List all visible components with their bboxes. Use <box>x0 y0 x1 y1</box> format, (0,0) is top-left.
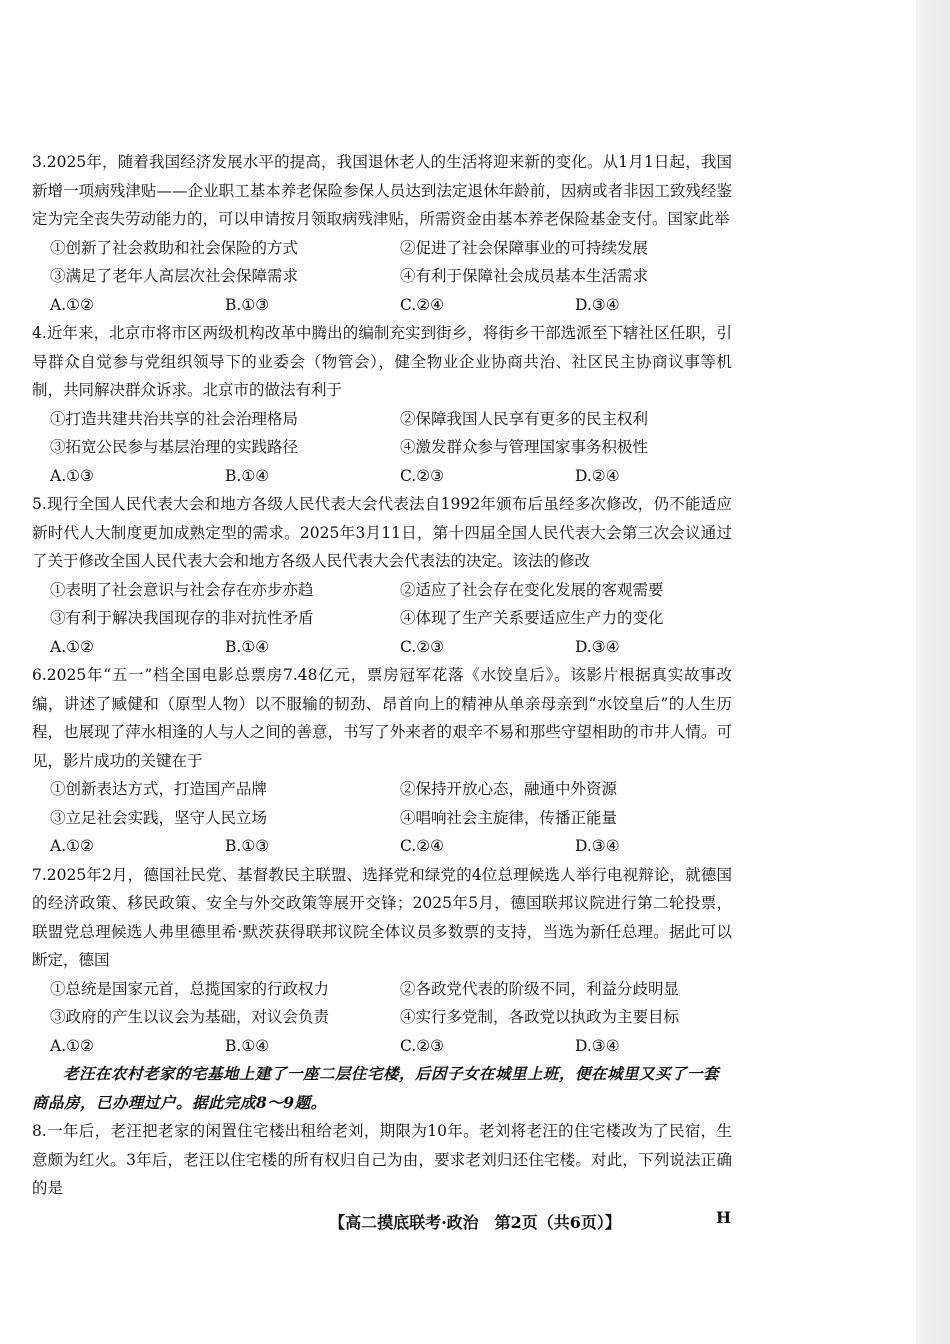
question-7 <box>32 861 732 1061</box>
answer-choice: D.③④ <box>575 1036 620 1055</box>
statement-option: ①创新了社会救助和社会保险的方式 <box>50 238 299 257</box>
answer-choice: C.②③ <box>400 1036 445 1055</box>
statement-option: ③拓宽公民参与基层治理的实践路径 <box>50 438 299 456</box>
statement-option: ②保持开放心态，融通中外资源 <box>400 780 618 798</box>
statement-option: ④唱响社会主旋律，传播正能量 <box>400 808 618 827</box>
statement-option: ③满足了老年人高层次社会保障需求 <box>50 267 299 285</box>
question-stem: 5.现行全国人民代表大会和地方各级人民代表大会代表法自1992年颁布后虽经多次修改，仍不能适应新时代人大制度更加成熟定型的需求。2025年3月11日，第十四届全国人民代表大会第三次会议通过了关于修改全国人民代表大会和地方各级人民代表大会代表法的决定。该法的修改 <box>32 495 732 570</box>
page-footer: 【高二摸底联考·政治 第2页（共6页）】 <box>329 1213 621 1232</box>
scan-edge-shadow <box>916 0 950 1344</box>
statement-options <box>32 576 732 633</box>
statement-option: ②各政党代表的阶级不同，利益分歧明显 <box>400 979 680 998</box>
question-stem: 7.2025年2月，德国社民党、基督教民主联盟、选择党和绿党的4位总理候选人举行电视辩论，就德国的经济政策、移民政策、安全与外交政策等展开交锋；2025年5月，德国联邦议院进行第二轮投票，联盟党总理候选人弗里德里希·默茨获得联邦议院全体议员多数票的支持，当选为新任总理。据此可以断定，德国 <box>32 865 732 969</box>
answer-choice: B.①④ <box>225 1036 270 1055</box>
answer-choices <box>32 832 732 861</box>
answer-choice: C.②③ <box>400 466 445 485</box>
exam-page <box>32 148 732 1203</box>
answer-choice: D.②④ <box>575 466 620 485</box>
question-3 <box>32 148 732 319</box>
statement-option: ①打造共建共治共享的社会治理格局 <box>50 409 299 428</box>
statement-option: ③有利于解决我国现存的非对抗性矛盾 <box>50 609 314 627</box>
answer-choice: A.①③ <box>50 466 94 485</box>
answer-choice: D.③④ <box>575 295 620 314</box>
question-4 <box>32 319 732 490</box>
answer-choice: A.①② <box>50 1036 94 1055</box>
answer-choice: D.③④ <box>575 637 620 656</box>
answer-choices <box>32 1032 732 1061</box>
statement-options <box>32 234 732 291</box>
question-stem: 8.一年后，老汪把老家的闲置住宅楼出租给老刘，期限为10年。老刘将老汪的住宅楼改为了民宿，生意颇为红火。3年后，老汪以住宅楼的所有权归自己为由，要求老刘归还住宅楼。对此，下列说法正确的是 <box>32 1122 732 1197</box>
answer-choice: C.②③ <box>400 637 445 656</box>
answer-choices <box>32 462 732 491</box>
statement-option: ②促进了社会保障事业的可持续发展 <box>400 238 649 257</box>
statement-option: ④有利于保障社会成员基本生活需求 <box>400 267 649 285</box>
statement-options <box>32 405 732 462</box>
statement-option: ①创新表达方式，打造国产品牌 <box>50 780 268 798</box>
statement-options <box>32 975 732 1032</box>
answer-choice: B.①③ <box>225 837 270 855</box>
statement-options <box>32 775 732 832</box>
statement-option: ④体现了生产关系要适应生产力的变化 <box>400 609 664 627</box>
question-stem: 6.2025年“五一”档全国电影总票房7.48亿元，票房冠军花落《水饺皇后》。该影片根据真实故事改编，讲述了臧健和（原型人物）以不服输的韧劲、昂首向上的精神从单亲母亲到“水饺皇后”的人生历程，也展现了萍水相逢的人与人之间的善意，书写了外来者的艰辛不易和那些守望相助的市井人情。可见，影片成功的关键在于 <box>32 666 732 770</box>
statement-option: ③立足社会实践，坚守人民立场 <box>50 808 268 827</box>
answer-choices <box>32 291 732 320</box>
answer-choice: B.①④ <box>225 466 270 485</box>
question-stem: 4.近年来，北京市将市区两级机构改革中腾出的编制充实到街乡，将街乡干部选派至下辖社区任职，引导群众自觉参与党组织领导下的业委会（物管会），健全物业企业协商共治、社区民主协商议事等机制，共同解决群众诉求。北京市的做法有利于 <box>32 324 732 399</box>
question-8 <box>32 1117 732 1203</box>
statement-option: ②适应了社会存在变化发展的客观需要 <box>400 580 664 599</box>
statement-option: ①总统是国家元首，总揽国家的行政权力 <box>50 979 330 998</box>
question-5 <box>32 490 732 661</box>
reading-material: 老汪在农村老家的宅基地上建了一座二层住宅楼，后因子女在城里上班，便在城里又买了一套商品房，已办理过户。据此完成8～9题。 <box>32 1064 720 1112</box>
answer-choice: C.②④ <box>400 295 445 314</box>
footer-code: H <box>716 1208 732 1227</box>
answer-choice: A.①② <box>50 295 94 314</box>
answer-choice: C.②④ <box>400 837 445 855</box>
statement-option: ④实行多党制，各政党以执政为主要目标 <box>400 1008 680 1026</box>
question-stem: 3.2025年，随着我国经济发展水平的提高，我国退休老人的生活将迎来新的变化。从1月1日起，我国新增一项病残津贴——企业职工基本养老保险参保人员达到法定退休年龄前，因病或者非因工致残经鉴定为完全丧失劳动能力的，可以申请按月领取病残津贴，所需资金由基本养老保险基金支付。国家此举 <box>32 153 732 228</box>
answer-choice: B.①③ <box>225 295 270 314</box>
statement-option: ③政府的产生以议会为基础，对议会负责 <box>50 1008 330 1026</box>
answer-choice: A.①② <box>50 637 94 656</box>
statement-option: ②保障我国人民享有更多的民主权利 <box>400 409 649 428</box>
statement-option: ①表明了社会意识与社会存在亦步亦趋 <box>50 580 314 599</box>
answer-choices <box>32 633 732 662</box>
answer-choice: A.①② <box>50 837 94 855</box>
answer-choice: D.③④ <box>575 837 620 855</box>
statement-option: ④激发群众参与管理国家事务积极性 <box>400 438 649 456</box>
answer-choice: B.①④ <box>225 637 270 656</box>
question-6 <box>32 661 732 861</box>
